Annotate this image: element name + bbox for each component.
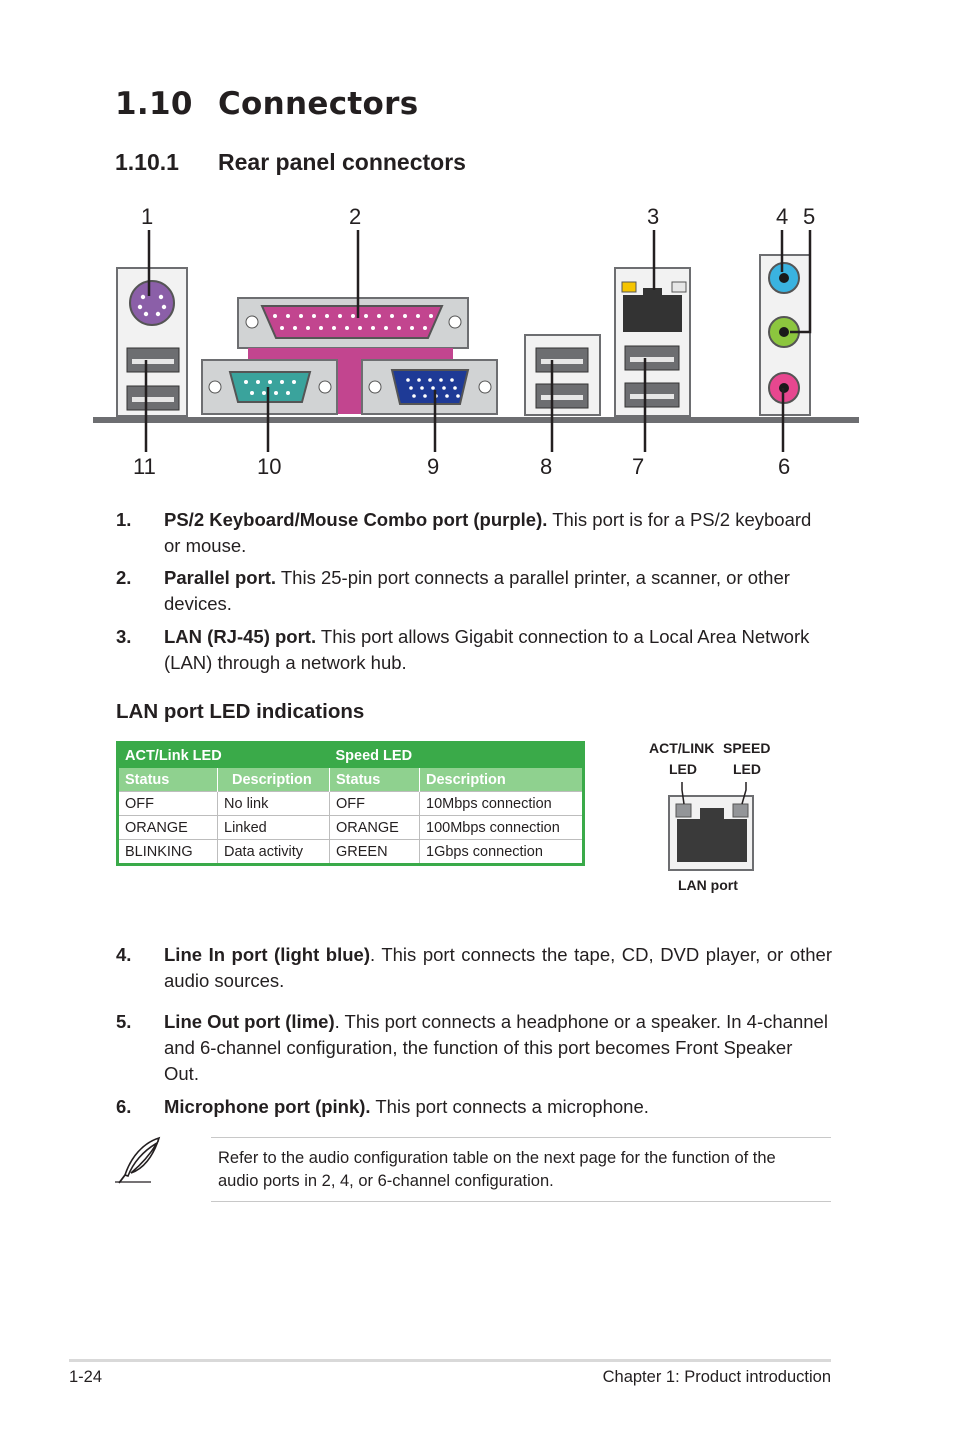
list-item [116, 1009, 832, 1087]
table-row [118, 816, 584, 840]
table-header: Description [420, 768, 584, 792]
item-text: This 25-pin port connects a parallel printer, a scanner, or other devices. [164, 567, 790, 614]
act-link-led-label: LED [669, 761, 697, 777]
vga-port-block [362, 360, 497, 414]
item-title: Parallel port. [164, 567, 277, 588]
speed-led [733, 804, 748, 817]
ps2-port [130, 281, 174, 325]
callout-10: 10 [257, 454, 282, 479]
usb-block-2 [525, 335, 600, 415]
item-number: 5. [116, 1011, 132, 1032]
list-item [116, 1094, 832, 1120]
rear-panel-diagram [90, 200, 865, 490]
page-number: 1-24 [69, 1368, 103, 1386]
item-title: PS/2 Keyboard/Mouse Combo port (purple). [164, 509, 548, 530]
item-number: 6. [116, 1096, 132, 1117]
audio-block [760, 255, 810, 415]
callout-8: 8 [540, 454, 553, 479]
item-number: 4. [116, 944, 132, 965]
table-cell: OFF [118, 792, 218, 816]
item-number: 1. [116, 509, 132, 530]
item-text: . This port connects the tape, CD, DVD player, or other audio sources. [164, 944, 833, 991]
item-text: This port connects a microphone. [370, 1096, 649, 1117]
list-item [116, 624, 832, 676]
table-cell: ORANGE [330, 816, 420, 840]
rj45-socket [677, 819, 747, 862]
callout-11: 11 [133, 454, 156, 479]
item-title: LAN (RJ-45) port. [164, 626, 317, 647]
callout-6: 6 [778, 454, 791, 479]
page-title [115, 86, 418, 122]
item-number: 3. [116, 626, 132, 647]
callout-5: 5 [803, 204, 816, 229]
serial-port [230, 372, 310, 402]
footer-divider [69, 1359, 831, 1362]
table-header: Status [118, 768, 218, 792]
subsection-number: 1.10.1 [115, 149, 179, 175]
lan-port [623, 295, 682, 332]
item-title: Line In port (light blue) [164, 944, 370, 965]
item-text: This port allows Gigabit connection to a Local Area Network (LAN) through a network hub. [164, 626, 810, 673]
subsection-title [115, 149, 466, 176]
act-led [676, 804, 691, 817]
table-header: Description [218, 768, 330, 792]
list-item [116, 942, 832, 994]
table-group-header: ACT/Link LED [118, 743, 330, 769]
table-row [118, 792, 584, 816]
item-title: Microphone port (pink). [164, 1096, 371, 1117]
callout-2: 2 [349, 204, 362, 229]
act-link-label: ACT/LINK [649, 740, 715, 756]
table-header: Status [330, 768, 420, 792]
lan-led-section-title: LAN port LED indications [116, 700, 365, 723]
list-item [116, 507, 832, 559]
table-cell: Data activity [218, 840, 330, 865]
note-feather-icon [113, 1135, 165, 1187]
section-number: 1.10 [115, 86, 193, 122]
lan-port-caption: LAN port [678, 877, 738, 893]
callout-1: 1 [141, 204, 154, 229]
callout-4: 4 [776, 204, 789, 229]
subsection-label: Rear panel connectors [218, 149, 466, 175]
table-cell: No link [218, 792, 330, 816]
callout-3: 3 [647, 204, 660, 229]
table-cell: 1Gbps connection [420, 840, 584, 865]
parallel-port [262, 306, 442, 338]
chapter-title: Chapter 1: Product introduction [602, 1368, 831, 1386]
table-cell: BLINKING [118, 840, 218, 865]
serial-port-block [202, 360, 337, 414]
speed-label: SPEED [723, 740, 771, 756]
lan-led-table [116, 741, 585, 866]
table-cell: ORANGE [118, 816, 218, 840]
lan-usb-block [615, 268, 690, 416]
table-group-header: Speed LED [330, 743, 584, 769]
callout-9: 9 [427, 454, 440, 479]
item-title: Line Out port (lime) [164, 1011, 335, 1032]
lan-port-diagram [660, 778, 760, 874]
item-text: This port is for a PS/2 keyboard or mouse. [164, 509, 812, 556]
callout-7: 7 [632, 454, 645, 479]
table-cell: GREEN [330, 840, 420, 865]
table-cell: Linked [218, 816, 330, 840]
list-item [116, 565, 832, 617]
table-cell: 10Mbps connection [420, 792, 584, 816]
section-title: Connectors [218, 86, 419, 122]
note-text: Refer to the audio configuration table on the next page for the function of the audio ports in 2, 4, or 6-channel configuration. [218, 1149, 776, 1190]
vga-port [392, 370, 468, 404]
item-text: . This port connects a headphone or a speaker. In 4-channel and 6-channel configuration, the function of this port becomes Front Speaker Out. [164, 1011, 828, 1084]
panel-base-plate [93, 417, 859, 423]
speed-led-label: LED [733, 761, 761, 777]
table-cell: OFF [330, 792, 420, 816]
table-cell: 100Mbps connection [420, 816, 584, 840]
ps2-usb-block [117, 268, 187, 416]
table-row [118, 840, 584, 865]
item-number: 2. [116, 567, 132, 588]
